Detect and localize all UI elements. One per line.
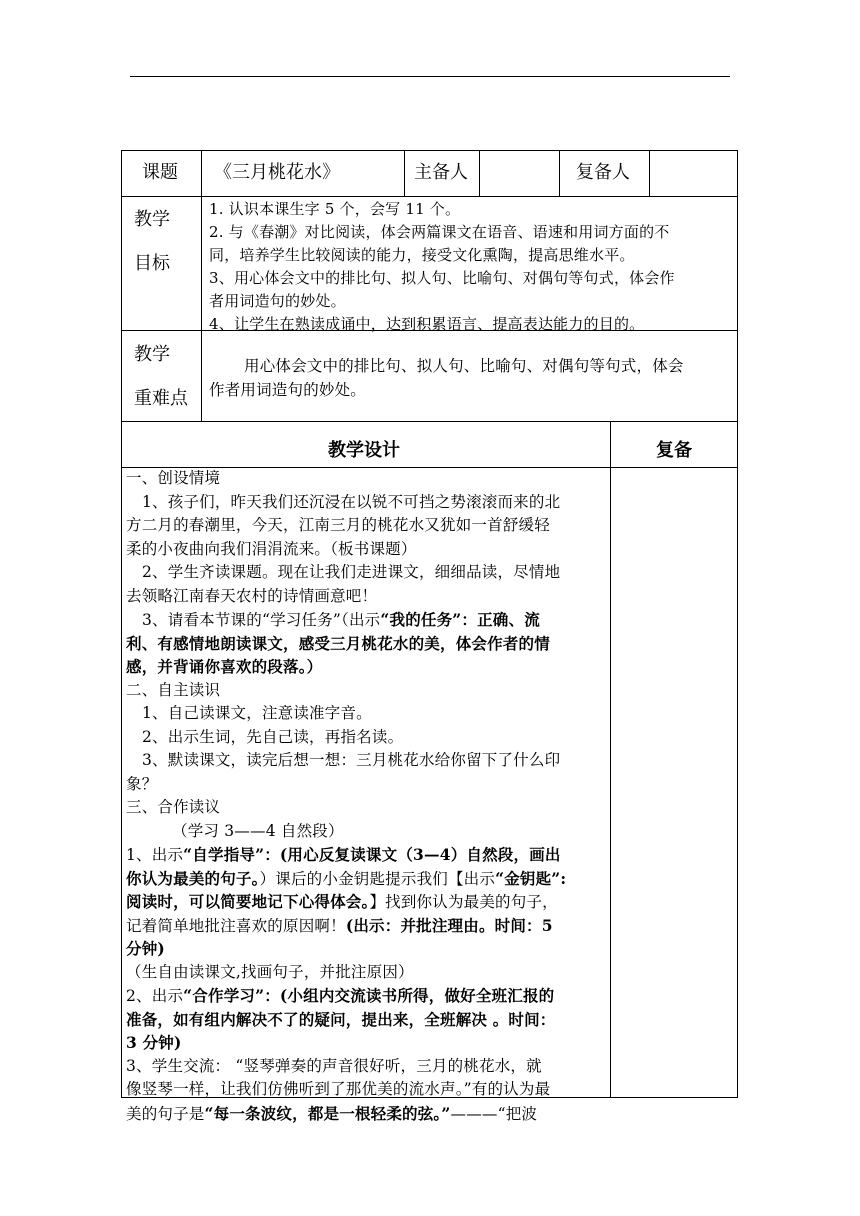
body-line-bold: 3 分钟) — [126, 1033, 182, 1052]
body-line-bold: 分钟) — [126, 939, 165, 958]
column-divider — [610, 421, 611, 1097]
body-segment-bold: (出示：并批注理由。时间：5 — [345, 915, 553, 935]
header-rule — [130, 76, 730, 77]
body-line: 3、学生交流： “竖琴弹奏的声音很好听，三月的桃花水，就 — [126, 1056, 542, 1075]
section-heading: 一、创设情境 — [126, 469, 221, 487]
body-line: （学习 3——4 自然段） — [172, 821, 344, 840]
body-segment: 2、出示 — [126, 987, 184, 1005]
body-segment-bold: “金钥匙”: — [495, 868, 567, 888]
column-divider — [404, 151, 405, 196]
design-body — [126, 467, 566, 1125]
objective-line: 4、让学生在熟读成诵中，达到积累语言、提高表达能力的目的。 — [209, 315, 645, 333]
body-line: 像竖琴一样，让我们仿佛听到了那优美的流水声。”有的认为最 — [126, 1080, 551, 1098]
body-segment: 3、请看本节课的“学习任务”（出示 — [142, 611, 381, 629]
key-points-label-line1: 教学 — [134, 344, 170, 365]
objective-line: 2. 与《春潮》对比阅读，体会两篇课文在语音、语速和用词方面的不 — [209, 223, 670, 241]
body-line — [126, 890, 566, 914]
review-header-label: 复备 — [656, 440, 692, 461]
body-line: 方二月的春潮里，今天，江南三月的桃花水又犹如一首舒缓轻 — [126, 516, 550, 534]
body-line: 2、出示生词，先自己读，再指名读。 — [142, 727, 404, 746]
reviewer-label: 复备人 — [576, 162, 630, 183]
body-line: 柔的小夜曲向我们涓涓流来。（板书课题） — [126, 539, 417, 558]
body-line — [126, 867, 566, 891]
body-segment: 】找到你认为最美的句子， — [369, 893, 558, 911]
topic-value: 《三月桃花水》 — [214, 162, 340, 183]
body-line: 去领略江南春天农村的诗情画意吧！ — [126, 586, 378, 605]
key-points-text — [209, 354, 684, 402]
objectives-label-line2: 目标 — [134, 253, 170, 274]
body-segment-bold: “自学指导”：(用心反复读课文（3—4）自然段，画出 — [183, 845, 561, 864]
body-line-bold: 准备，如有组内解决不了的疑问，提出来，全班解决 。时间： — [126, 1009, 556, 1029]
row-divider — [122, 196, 737, 197]
body-line — [126, 914, 566, 938]
row-divider — [122, 421, 737, 422]
body-segment-bold: 阅读时，可以简要地记下心得体会。 — [126, 892, 370, 911]
body-line — [126, 608, 566, 632]
body-segment-bold: 你认为最美的句子。 — [126, 868, 260, 888]
body-line-bold: 感，并背诵你喜欢的段落。） — [126, 657, 323, 676]
body-line: 1、自己读课文，注意读准字音。 — [142, 704, 372, 722]
body-segment: 1、出示 — [126, 846, 184, 864]
objective-line: 同，培养学生比较阅读的能力，接受文化熏陶，提高思维水平。 — [209, 246, 635, 264]
key-point-line: 作者用词造句的妙处。 — [209, 381, 367, 399]
column-divider — [201, 151, 202, 421]
section-heading: 三、合作读议 — [126, 798, 221, 816]
body-line: 象？ — [126, 774, 158, 793]
body-segment-bold: “合作学习”：(小组内交流读书所得，做好全班汇报的 — [183, 986, 555, 1005]
body-line-bold: 利、有感情地朗读课文，感受三月桃花水的美，体会作者的情 — [126, 633, 550, 653]
objective-line: 1. 认识本课生字 5 个，会写 11 个。 — [209, 200, 461, 218]
section-heading: 二、自主读识 — [126, 680, 221, 699]
body-segment: 记着简单地批注喜欢的原因啊！ — [126, 916, 346, 935]
key-points-label-line2: 重难点 — [134, 388, 188, 409]
body-line — [126, 843, 566, 867]
body-segment: ———“把波 — [450, 1104, 538, 1123]
body-line — [126, 984, 566, 1008]
body-line: 1、孩子们，昨天我们还沉浸在以锐不可挡之势滚滚而来的北 — [142, 492, 561, 511]
body-line: （生自由读课文,找画句子，并批注原因） — [126, 962, 414, 981]
key-point-line: 用心体会文中的排比句、拟人句、比喻句、对偶句等句式，体会 — [244, 357, 684, 375]
body-segment: ）课后的小金钥匙提示我们【出示 — [259, 869, 496, 888]
column-divider — [479, 151, 480, 196]
body-line: 3、默读课文，读完后想一想：三月桃花水给你留下了什么印 — [142, 751, 561, 769]
body-line — [126, 1102, 566, 1126]
body-segment-bold: “我的任务”：正确、流 — [380, 610, 540, 629]
objectives-label-line1: 教学 — [134, 209, 170, 230]
objective-line: 者用词造句的妙处。 — [209, 292, 346, 310]
body-segment-bold: “每一条波纹，都是一根轻柔的弦。” — [204, 1103, 451, 1123]
topic-label: 课题 — [142, 162, 178, 183]
body-line: 2、学生齐读课题。现在让我们走进课文，细细品读，尽情地 — [142, 563, 561, 581]
objective-line: 3、用心体会文中的排比句、拟人句、比喻句、对偶句等句式，体会作 — [209, 269, 675, 287]
body-segment: 美的句子是 — [126, 1104, 205, 1123]
design-header-label: 教学设计 — [328, 440, 400, 461]
column-divider — [649, 151, 650, 196]
column-divider — [559, 151, 560, 196]
main-preparer-label: 主备人 — [414, 162, 468, 183]
objectives-list — [209, 198, 675, 336]
